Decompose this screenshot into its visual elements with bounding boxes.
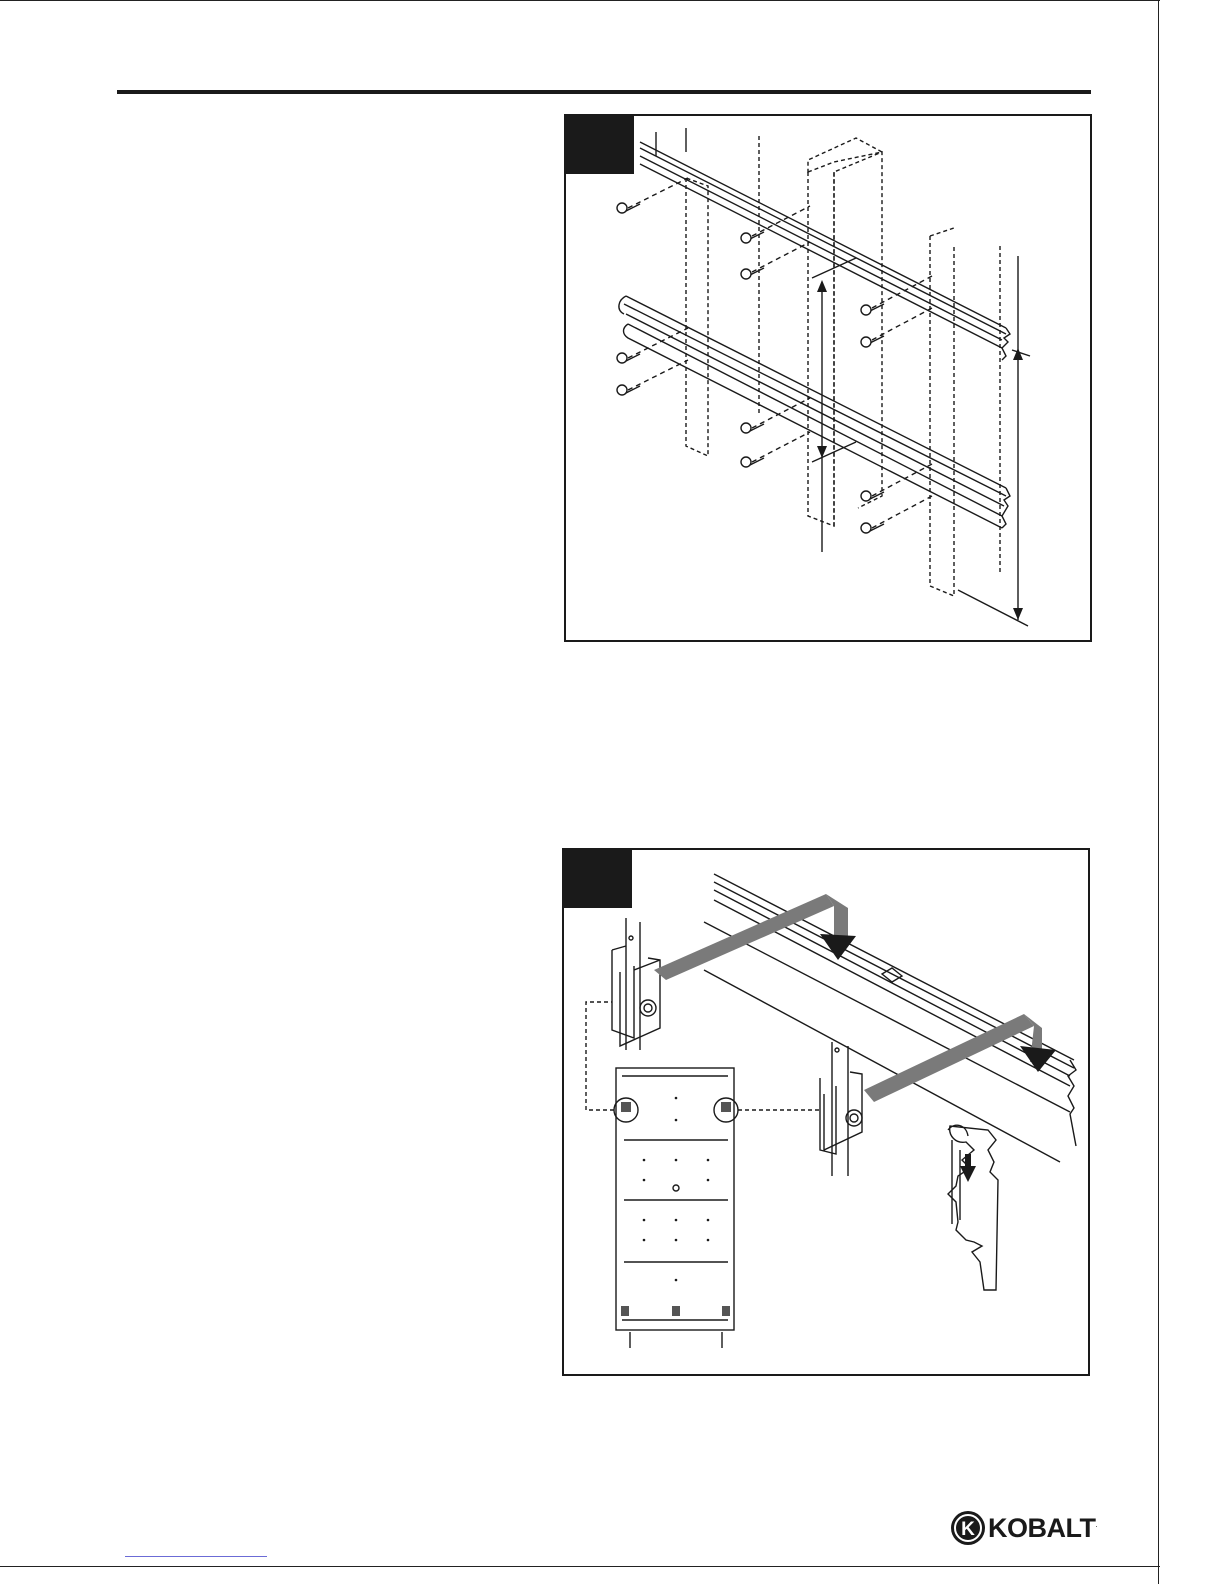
brand-trademark: . — [1095, 1519, 1098, 1529]
right-hanger-bracket — [820, 1042, 862, 1176]
arrow-down-icon — [960, 1166, 976, 1182]
rail-mounting-illustration — [566, 116, 1092, 642]
arrow-stem — [965, 1154, 971, 1168]
brand-name-text: KOBALT — [988, 1512, 1096, 1543]
page-edge-bottom — [0, 1566, 1160, 1567]
arrow-down-icon — [820, 934, 856, 960]
figure-rail-mounting — [564, 114, 1092, 642]
screw-icon — [741, 268, 764, 279]
screw-icon — [861, 304, 884, 315]
footer-link-underline — [125, 1556, 267, 1557]
lower-rail — [619, 296, 1010, 528]
brand-mark-letter: K — [961, 1519, 975, 1540]
figure-cabinet-hanging — [562, 848, 1090, 1376]
screw-guides — [628, 178, 932, 528]
brand-logo — [950, 1508, 1097, 1548]
dimension-lines — [812, 256, 1030, 626]
arrow-down-icon — [1020, 1046, 1056, 1072]
page-edge-top — [0, 0, 1160, 1]
page-edge-right — [1158, 0, 1159, 1584]
header-rule — [117, 90, 1091, 94]
cabinet-holes — [643, 1097, 710, 1282]
left-hanger-bracket — [612, 918, 660, 1050]
rail-profile-detail — [948, 1125, 998, 1290]
brand-name — [988, 1513, 1097, 1544]
screw-icon — [861, 336, 884, 347]
kobalt-logo-icon — [950, 1510, 986, 1546]
wall-studs — [686, 136, 1000, 596]
screw-icon — [741, 232, 764, 243]
cabinet-hanging-illustration — [564, 850, 1090, 1376]
